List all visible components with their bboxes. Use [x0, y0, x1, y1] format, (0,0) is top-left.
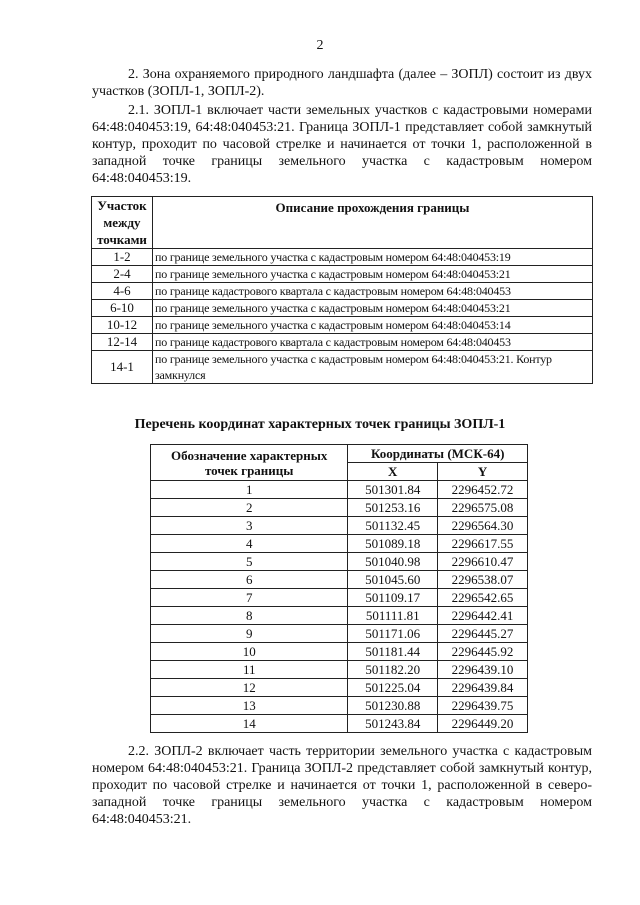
x-coordinate-cell: 501109.17	[348, 589, 438, 607]
header-y: Y	[438, 463, 528, 481]
point-number-cell: 10	[151, 643, 348, 661]
paragraph-zopl2-text: 2.2. ЗОПЛ-2 включает часть территории земельного участка с кадастровым номером 64:48:040453:21. Граница ЗОПЛ-2 представляет собой замкнутый контур, проходит по часовой стрелке и начинается от точки 1, расположенной в северо-западной точке границы земельного участка с кадастровым номером 64:48:040453:21.	[92, 744, 592, 827]
x-coordinate-cell: 501089.18	[348, 535, 438, 553]
x-coordinate-cell: 501182.20	[348, 661, 438, 679]
description-cell: по границе земельного участка с кадастровым номером 64:48:040453:14	[153, 317, 593, 334]
table-row	[151, 589, 528, 607]
table-row	[151, 481, 528, 499]
page-number: 2	[316, 38, 324, 53]
table-row	[151, 553, 528, 571]
table-row	[151, 661, 528, 679]
header-point-designation: Обозначение характерных точек границы	[151, 445, 348, 481]
table-row	[151, 571, 528, 589]
segment-cell: 1-2	[92, 249, 153, 266]
y-coordinate-cell: 2296617.55	[438, 535, 528, 553]
x-coordinate-cell: 501045.60	[348, 571, 438, 589]
point-number-cell: 9	[151, 625, 348, 643]
point-number-cell: 5	[151, 553, 348, 571]
segment-cell: 12-14	[92, 334, 153, 351]
table-row	[151, 517, 528, 535]
x-coordinate-cell: 501111.81	[348, 607, 438, 625]
table-row	[151, 679, 528, 697]
table-row	[151, 607, 528, 625]
header-coordinates: Координаты (МСК-64)	[348, 445, 528, 463]
y-coordinate-cell: 2296445.27	[438, 625, 528, 643]
x-coordinate-cell: 501181.44	[348, 643, 438, 661]
x-coordinate-cell: 501230.88	[348, 697, 438, 715]
segment-cell: 4-6	[92, 283, 153, 300]
table-row	[92, 317, 593, 334]
point-number-cell: 4	[151, 535, 348, 553]
x-coordinate-cell: 501171.06	[348, 625, 438, 643]
y-coordinate-cell: 2296442.41	[438, 607, 528, 625]
point-number-cell: 12	[151, 679, 348, 697]
y-coordinate-cell: 2296575.08	[438, 499, 528, 517]
description-cell: по границе земельного участка с кадастровым номером 64:48:040453:21. Контур замкнулся	[153, 351, 593, 384]
y-coordinate-cell: 2296439.84	[438, 679, 528, 697]
header-description: Описание прохождения границы	[153, 197, 593, 249]
segment-cell: 14-1	[92, 351, 153, 384]
point-number-cell: 6	[151, 571, 348, 589]
coordinates-table	[150, 444, 528, 733]
segment-cell: 2-4	[92, 266, 153, 283]
paragraph-zones-intro-text: 2. Зона охраняемого природного ландшафта (далее – ЗОПЛ) состоит из двух участков (ЗОПЛ-1, ЗОПЛ-2).	[92, 67, 592, 99]
x-coordinate-cell: 501132.45	[348, 517, 438, 535]
point-number-cell: 8	[151, 607, 348, 625]
y-coordinate-cell: 2296610.47	[438, 553, 528, 571]
x-coordinate-cell: 501243.84	[348, 715, 438, 733]
point-number-cell: 1	[151, 481, 348, 499]
y-coordinate-cell: 2296439.75	[438, 697, 528, 715]
point-number-cell: 7	[151, 589, 348, 607]
description-cell: по границе земельного участка с кадастровым номером 64:48:040453:21	[153, 266, 593, 283]
y-coordinate-cell: 2296449.20	[438, 715, 528, 733]
table-row	[151, 625, 528, 643]
table-row	[92, 266, 593, 283]
boundary-description-table	[91, 196, 593, 384]
point-number-cell: 13	[151, 697, 348, 715]
description-cell: по границе кадастрового квартала с кадастровым номером 64:48:040453	[153, 283, 593, 300]
point-number-cell: 3	[151, 517, 348, 535]
y-coordinate-cell: 2296538.07	[438, 571, 528, 589]
header-x: X	[348, 463, 438, 481]
description-cell: по границе земельного участка с кадастровым номером 64:48:040453:21	[153, 300, 593, 317]
point-number-cell: 2	[151, 499, 348, 517]
table-row	[92, 249, 593, 266]
point-number-cell: 11	[151, 661, 348, 679]
x-coordinate-cell: 501040.98	[348, 553, 438, 571]
x-coordinate-cell: 501253.16	[348, 499, 438, 517]
paragraph-zopl2-description	[92, 743, 592, 828]
y-coordinate-cell: 2296564.30	[438, 517, 528, 535]
y-coordinate-cell: 2296452.72	[438, 481, 528, 499]
paragraph-zopl1-text: 2.1. ЗОПЛ-1 включает части земельных участков с кадастровыми номерами 64:48:040453:19, 64:48:040453:21. Граница ЗОПЛ-1 представляет собой замкнутый контур, проходит по часовой стрелке и начинается от точки 1, расположенной в западной точке границы земельного участка с кадастровым номером 64:48:040453:19.	[92, 103, 592, 186]
paragraph-zones-intro	[92, 66, 592, 100]
point-number-cell: 14	[151, 715, 348, 733]
segment-cell: 6-10	[92, 300, 153, 317]
description-cell: по границе кадастрового квартала с кадастровым номером 64:48:040453	[153, 334, 593, 351]
y-coordinate-cell: 2296445.92	[438, 643, 528, 661]
description-cell: по границе земельного участка с кадастровым номером 64:48:040453:19	[153, 249, 593, 266]
table-row	[151, 643, 528, 661]
table-row	[151, 499, 528, 517]
x-coordinate-cell: 501301.84	[348, 481, 438, 499]
header-segment: Участок между точками	[92, 197, 153, 249]
table-row	[92, 283, 593, 300]
y-coordinate-cell: 2296542.65	[438, 589, 528, 607]
table-row	[92, 351, 593, 384]
table-row	[92, 300, 593, 317]
table-row	[151, 715, 528, 733]
y-coordinate-cell: 2296439.10	[438, 661, 528, 679]
table-row	[92, 334, 593, 351]
paragraph-zopl1-description	[92, 102, 592, 187]
table-row	[151, 535, 528, 553]
table-row	[151, 697, 528, 715]
segment-cell: 10-12	[92, 317, 153, 334]
x-coordinate-cell: 501225.04	[348, 679, 438, 697]
coordinates-caption: Перечень координат характерных точек границы ЗОПЛ-1	[134, 417, 506, 432]
